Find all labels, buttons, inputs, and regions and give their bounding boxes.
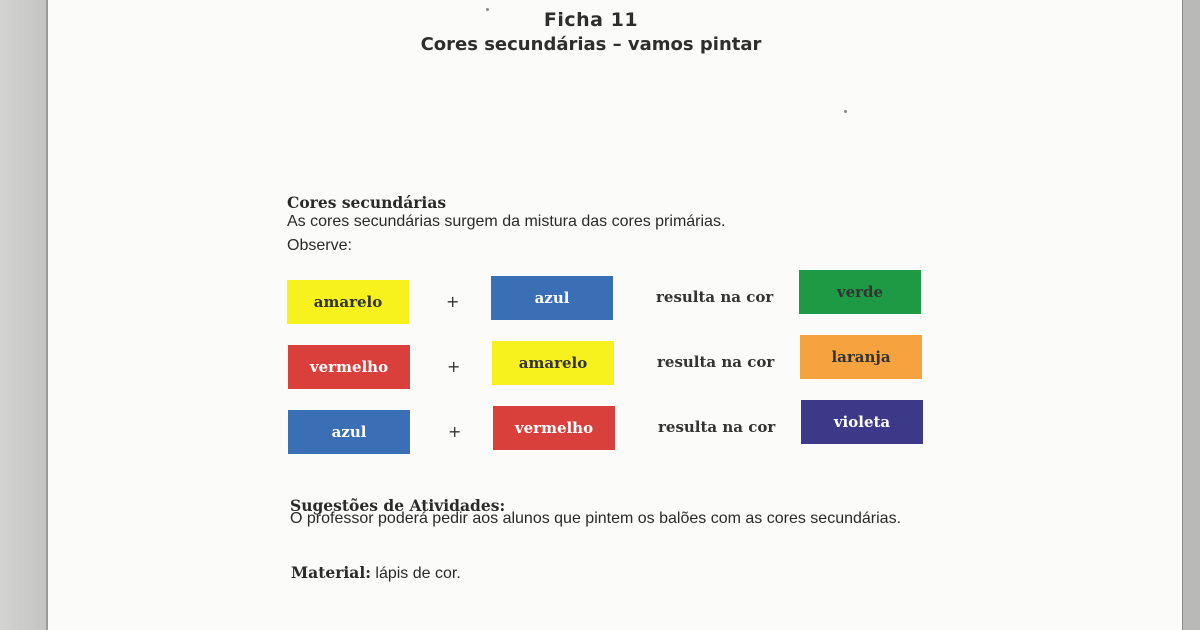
color-box-azul: azul [491,276,613,320]
intro-line-1: As cores secundárias surgem da mistura das cores primárias. [287,213,726,230]
scan-speck [844,110,847,113]
color-box-amarelo: amarelo [287,280,409,324]
scan-right-edge [1182,0,1200,630]
intro-heading: Cores secundárias [287,193,447,212]
material-text: lápis de cor. [375,565,461,582]
material-line [291,563,461,583]
activities-text: O professor poderá pedir aos alunos que pintem os balões com as cores secundárias. [290,510,902,527]
color-box-verde: verde [799,270,921,314]
worksheet-subtitle: Cores secundárias – vamos pintar [420,34,762,55]
color-box-laranja: laranja [800,335,922,379]
color-box-azul: azul [288,410,410,454]
color-box-violeta: violeta [801,400,923,444]
scan-left-edge [0,0,46,630]
result-text: resulta na cor [658,418,776,436]
color-box-amarelo: amarelo [492,341,614,385]
activities-heading: Sugestões de Atividades: [290,496,506,515]
plus-sign: + [446,292,460,311]
intro-line-2: Observe: [287,237,352,254]
worksheet-title: Ficha 11 [543,9,639,31]
plus-sign: + [447,357,461,376]
worksheet-page [46,0,1184,630]
color-box-vermelho: vermelho [493,406,615,450]
result-text: resulta na cor [656,288,774,306]
color-box-vermelho: vermelho [288,345,410,389]
plus-sign: + [448,422,462,441]
result-text: resulta na cor [657,353,775,371]
material-label: Material: [291,563,371,582]
